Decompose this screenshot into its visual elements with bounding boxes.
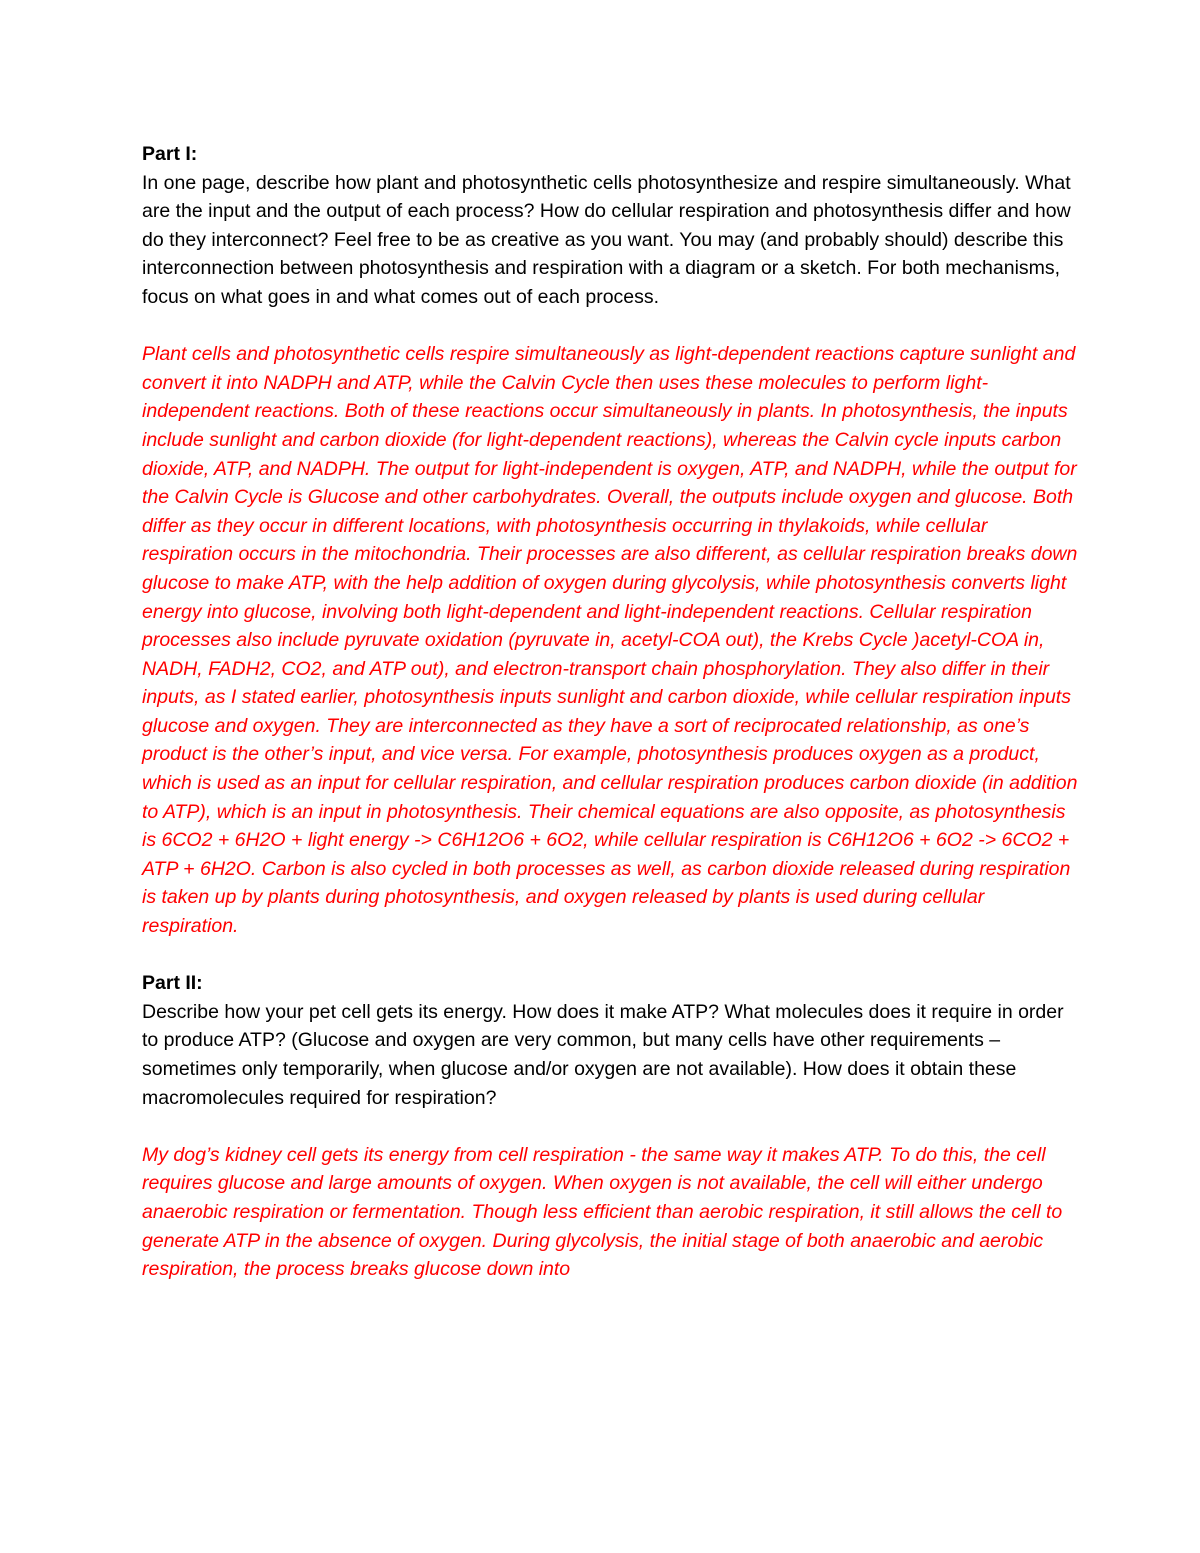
part2-answer: My dog’s kidney cell gets its energy from cell respiration - the same way it makes ATP. To do this, the cell requires glucose and large amounts of oxygen. When oxygen is not available, the cell will either undergo anaerobic respiration or fermentation. Though less efficient than aerobic respiration, it still allows the cell to generate ATP in the absence of oxygen. During glycolysis, the initial stage of both anaerobic and aerobic respiration, the process breaks glucose down into bbox=[142, 1143, 1063, 1281]
part1-prompt: In one page, describe how plant and photosynthetic cells photosynthesize and respire simultaneously. What are the input and the output of each process? How do cellular respiration and photosynthesis differ and how do they interconnect? Feel free to be as creative as you want. You may (and probably should) describe this interconnection between photosynthesis and respiration with a diagram or a sketch. For both mechanisms, focus on what goes in and what comes out of each process. bbox=[142, 171, 1071, 308]
paragraph-gap bbox=[142, 1112, 1082, 1141]
part1-answer: Plant cells and photosynthetic cells respire simultaneously as light-dependent reactions capture sunlight and convert it into NADPH and ATP, while the Calvin Cycle then uses these molecules to perform light-independent reactions. Both of these reactions occur simultaneously in plants. In photosynthesis, the inputs include sunlight and carbon dioxide (for light-dependent reactions), whereas the Calvin cycle inputs carbon dioxide, ATP, and NADPH. The output for light-independent is oxygen, ATP, and NADPH, while the output for the Calvin Cycle is Glucose and other carbohydrates. Overall, the outputs include oxygen and glucose. Both differ as they occur in different locations, with photosynthesis occurring in thylakoids, while cellular respiration occurs in the mitochondria. Their processes are also different, as cellular respiration breaks down glucose to make ATP, with the help addition of oxygen during glycolysis, while photosynthesis converts light energy into glucose, involving both light-dependent and light-independent reactions. Cellular respiration processes also include pyruvate oxidation (pyruvate in, acetyl-COA out), the Krebs Cycle )acetyl-COA in, NADH, FADH2, CO2, and ATP out), and electron-transport chain phosphorylation. They also differ in their inputs, as I stated earlier, photosynthesis inputs sunlight and carbon dioxide, while cellular respiration inputs glucose and oxygen. They are interconnected as they have a sort of reciprocated relationship, as one’s product is the other’s input, and vice versa. For example, photosynthesis produces oxygen as a product, which is used as an input for cellular respiration, and cellular respiration produces carbon dioxide (in addition to ATP), which is an input in photosynthesis. Their chemical equations are also opposite, as photosynthesis is 6CO2 + 6H2O + light energy -> C6H12O6 + 6O2, while cellular respiration is C6H12O6 + 6O2 -> 6CO2 + ATP + 6H2O. Carbon is also cycled in both processes as well, as carbon dioxide released during respiration is taken up by plants during photosynthesis, and oxygen released by plants is used during cellular respiration. bbox=[142, 343, 1078, 938]
part2-prompt: Describe how your pet cell gets its energy. How does it make ATP? What molecules does it require in order to produce ATP? (Glucose and oxygen are very common, but many cells have other requirements – sometimes only temporarily, when glucose and/or oxygen are not available). How does it obtain these macromolecules required for respiration? bbox=[142, 1000, 1064, 1109]
part2-heading: Part II: bbox=[142, 972, 203, 995]
part1-heading: Part I: bbox=[142, 143, 198, 165]
paragraph-gap bbox=[142, 941, 1082, 970]
paragraph-gap bbox=[142, 312, 1082, 341]
document-page bbox=[142, 140, 1082, 1284]
